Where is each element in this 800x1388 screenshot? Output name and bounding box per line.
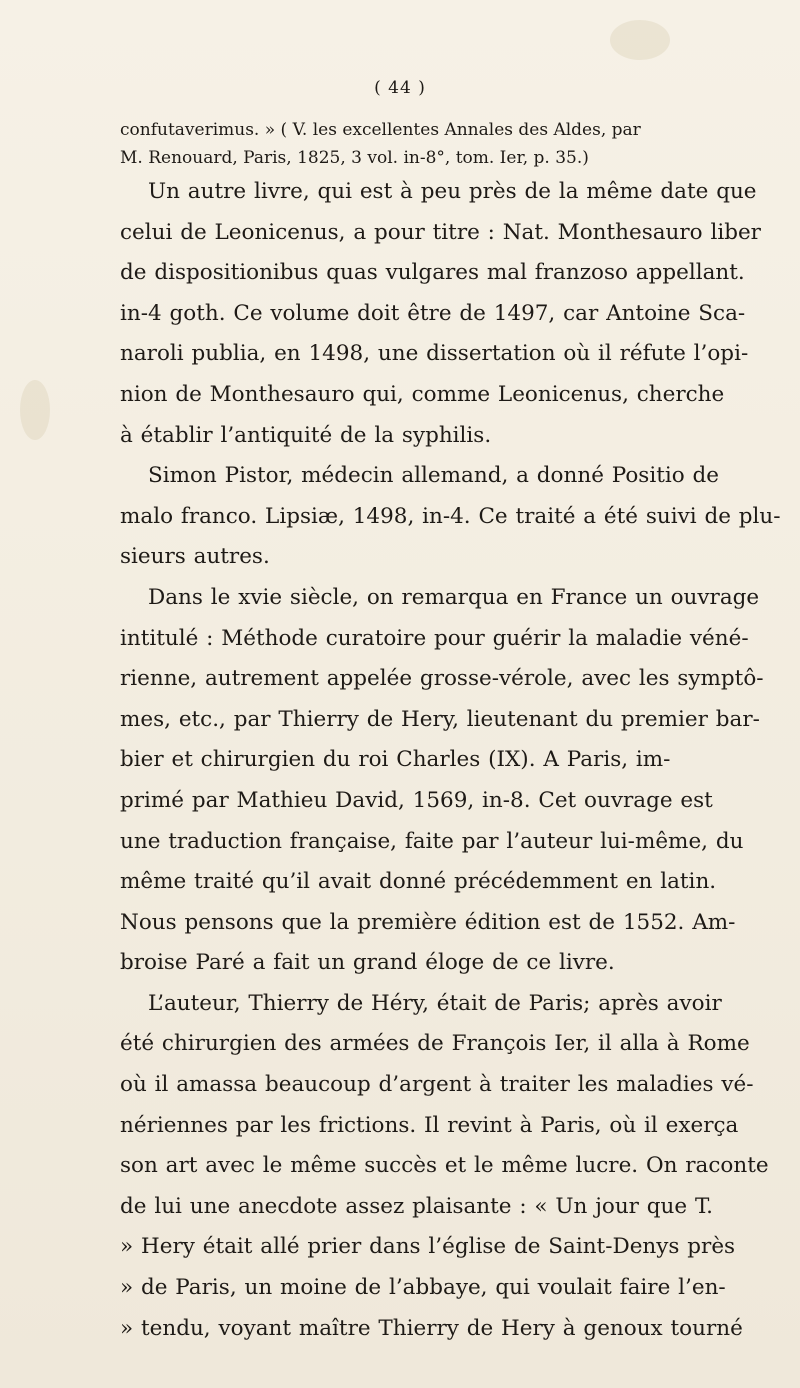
paper-stain bbox=[20, 380, 50, 440]
text-line: in-4 goth. Ce volume doit être de 1497, car Antoine Sca- bbox=[120, 300, 746, 326]
text-line: primé par Mathieu David, 1569, in-8. Cet ouvrage est bbox=[120, 787, 713, 813]
text-line: une traduction française, faite par l’auteur lui-même, du bbox=[120, 828, 744, 854]
text-line: été chirurgien des armées de François Ier, il alla à Rome bbox=[120, 1031, 750, 1057]
text-line: » tendu, voyant maître Thierry de Hery à genoux tourné bbox=[120, 1315, 743, 1341]
text-line: confutaverimus. » ( V. les excellentes Annales des Aldes, par bbox=[120, 120, 641, 140]
text-line: intitulé : Méthode curatoire pour guérir la maladie véné- bbox=[120, 625, 749, 651]
text-line: celui de Leonicenus, a pour titre : Nat. Monthesauro liber bbox=[120, 219, 761, 245]
text-line: rienne, autrement appelée grosse-vérole, avec les symptô- bbox=[120, 666, 764, 692]
text-line: M. Renouard, Paris, 1825, 3 vol. in-8°, tom. Ier, p. 35.) bbox=[120, 148, 589, 168]
text-line: à établir l’antiquité de la syphilis. bbox=[120, 422, 492, 448]
text-line: » Hery était allé prier dans l’église de Saint-Denys près bbox=[120, 1234, 736, 1260]
text-line: L’auteur, Thierry de Héry, était de Paris; après avoir bbox=[148, 990, 722, 1016]
paragraph bbox=[120, 456, 781, 578]
body-text bbox=[120, 172, 781, 1349]
text-line: Dans le xvie siècle, on remarqua en France un ouvrage bbox=[148, 584, 760, 610]
text-line: de lui une anecdote assez plaisante : « Un jour que T. bbox=[120, 1193, 713, 1219]
text-line: bier et chirurgien du roi Charles (IX). A Paris, im- bbox=[120, 747, 671, 773]
text-line: même traité qu’il avait donné précédemment en latin. bbox=[120, 869, 717, 895]
text-line: nion de Monthesauro qui, comme Leonicenus, cherche bbox=[120, 381, 725, 407]
paper-stain bbox=[610, 20, 670, 60]
text-line: Nous pensons que la première édition est de 1552. Am- bbox=[120, 909, 736, 935]
text-line: naroli publia, en 1498, une dissertation où il réfute l’opi- bbox=[120, 341, 749, 367]
text-line: » de Paris, un moine de l’abbaye, qui voulait faire l’en- bbox=[120, 1275, 726, 1301]
text-line: son art avec le même succès et le même lucre. On raconte bbox=[120, 1153, 769, 1179]
paragraph bbox=[120, 578, 764, 984]
paragraph bbox=[120, 172, 761, 456]
text-line: malo franco. Lipsiæ, 1498, in-4. Ce traité a été suivi de plu- bbox=[120, 503, 781, 529]
text-line: broise Paré a fait un grand éloge de ce livre. bbox=[120, 950, 615, 976]
text-line: Un autre livre, qui est à peu près de la même date que bbox=[148, 179, 757, 204]
text-line: de dispositionibus quas vulgares mal franzoso appellant. bbox=[120, 260, 745, 286]
text-line: où il amassa beaucoup d’argent à traiter les maladies vé- bbox=[120, 1072, 754, 1098]
text-line: sieurs autres. bbox=[120, 544, 270, 570]
page-number: ( 44 ) bbox=[374, 78, 426, 98]
text-line: mes, etc., par Thierry de Hery, lieutenant du premier bar- bbox=[120, 706, 760, 732]
paragraph bbox=[120, 984, 769, 1349]
text-line: nériennes par les frictions. Il revint à Paris, où il exerça bbox=[120, 1112, 739, 1138]
footnote-continuation bbox=[120, 116, 740, 172]
text-line: Simon Pistor, médecin allemand, a donné Positio de bbox=[148, 463, 719, 489]
